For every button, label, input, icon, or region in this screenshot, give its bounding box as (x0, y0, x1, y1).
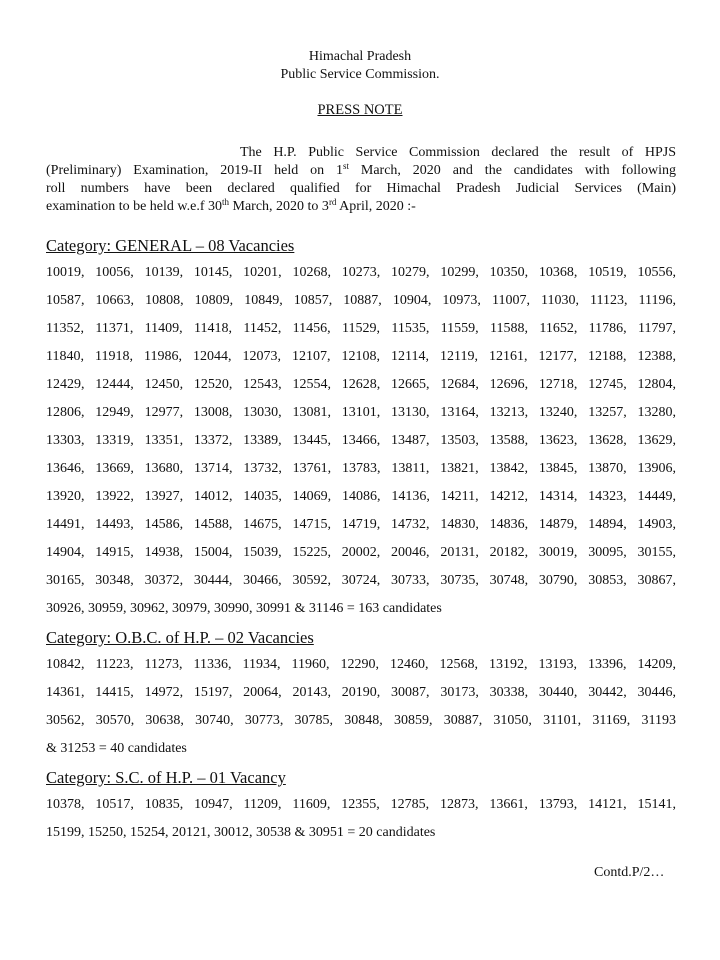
general-total-line: 30926, 30959, 30962, 30979, 30990, 30991 & 31146 = 163 candidates (46, 601, 442, 616)
roll-numbers-line: 14904, 14915, 14938, 15004, 15039, 15225, 20002, 20046, 20131, 20182, 30019, 30095, 30155, (46, 545, 676, 560)
roll-numbers-line: 14491, 14493, 14586, 14588, 14675, 14715, 14719, 14732, 14830, 14836, 14879, 14894, 14903, (46, 517, 676, 532)
roll-numbers-line: 11840, 11918, 11986, 12044, 12073, 12107, 12108, 12114, 12119, 12161, 12177, 12188, 12388, (46, 349, 676, 364)
continued-page-note: Contd.P/2… (594, 865, 665, 880)
page-title: PRESS NOTE (317, 102, 403, 118)
roll-numbers-line: 13920, 13922, 13927, 14012, 14035, 14069, 14086, 14136, 14211, 14212, 14314, 14323, 14449, (46, 489, 676, 504)
roll-numbers-line: 30165, 30348, 30372, 30444, 30466, 30592, 30724, 30733, 30735, 30748, 30790, 30853, 30867, (46, 573, 676, 588)
roll-numbers-line: 10378, 10517, 10835, 10947, 11209, 11609, 12355, 12785, 12873, 13661, 13793, 14121, 15141, (46, 797, 676, 812)
sc-total-line: 15199, 15250, 15254, 20121, 30012, 30538 & 30951 = 20 candidates (46, 825, 436, 840)
category-general-heading: Category: GENERAL – 08 Vacancies (46, 236, 295, 255)
category-sc-heading: Category: S.C. of H.P. – 01 Vacancy (46, 768, 286, 787)
roll-numbers-line: 14361, 14415, 14972, 15197, 20064, 20143, 20190, 30087, 30173, 30338, 30440, 30442, 30446, (46, 685, 676, 700)
intro-line-4: examination to be held w.e.f 30th March, 2020 to 3rd April, 2020 :- (46, 197, 416, 214)
roll-numbers-line: 10019, 10056, 10139, 10145, 10201, 10268, 10273, 10279, 10299, 10350, 10368, 10519, 10556, (46, 265, 676, 280)
roll-numbers-line: 13303, 13319, 13351, 13372, 13389, 13445, 13466, 13487, 13503, 13588, 13623, 13628, 13629, (46, 433, 676, 448)
roll-numbers-line: 10587, 10663, 10808, 10809, 10849, 10857, 10887, 10904, 10973, 11007, 11030, 11123, 11196, (46, 293, 676, 308)
roll-numbers-line: 10842, 11223, 11273, 11336, 11934, 11960, 12290, 12460, 12568, 13192, 13193, 13396, 14209, (46, 657, 676, 672)
obc-total-line: & 31253 = 40 candidates (46, 741, 187, 756)
roll-numbers-line: 13646, 13669, 13680, 13714, 13732, 13761, 13783, 13811, 13821, 13842, 13845, 13870, 13906, (46, 461, 676, 476)
roll-numbers-line: 11352, 11371, 11409, 11418, 11452, 11456, 11529, 11535, 11559, 11588, 11652, 11786, 11797, (46, 321, 676, 336)
intro-line-3: roll numbers have been declared qualified for Himachal Pradesh Judicial Services (Main) (46, 181, 676, 196)
category-obc-heading: Category: O.B.C. of H.P. – 02 Vacancies (46, 628, 314, 647)
roll-numbers-line: 12429, 12444, 12450, 12520, 12543, 12554, 12628, 12665, 12684, 12696, 12718, 12745, 12804, (46, 377, 676, 392)
roll-numbers-line: 30562, 30570, 30638, 30740, 30773, 30785, 30848, 30859, 30887, 31050, 31101, 31169, 31193 (46, 713, 676, 728)
header-organisation-state: Himachal Pradesh (308, 49, 412, 64)
roll-numbers-line: 12806, 12949, 12977, 13008, 13030, 13081, 13101, 13130, 13164, 13213, 13240, 13257, 13280, (46, 405, 676, 420)
header-organisation-name: Public Service Commission. (280, 67, 440, 82)
intro-line-2: (Preliminary) Examination, 2019-II held on 1st March, 2020 and the candidates with following (46, 161, 676, 178)
intro-line-1: The H.P. Public Service Commission declared the result of HPJS (240, 145, 676, 160)
